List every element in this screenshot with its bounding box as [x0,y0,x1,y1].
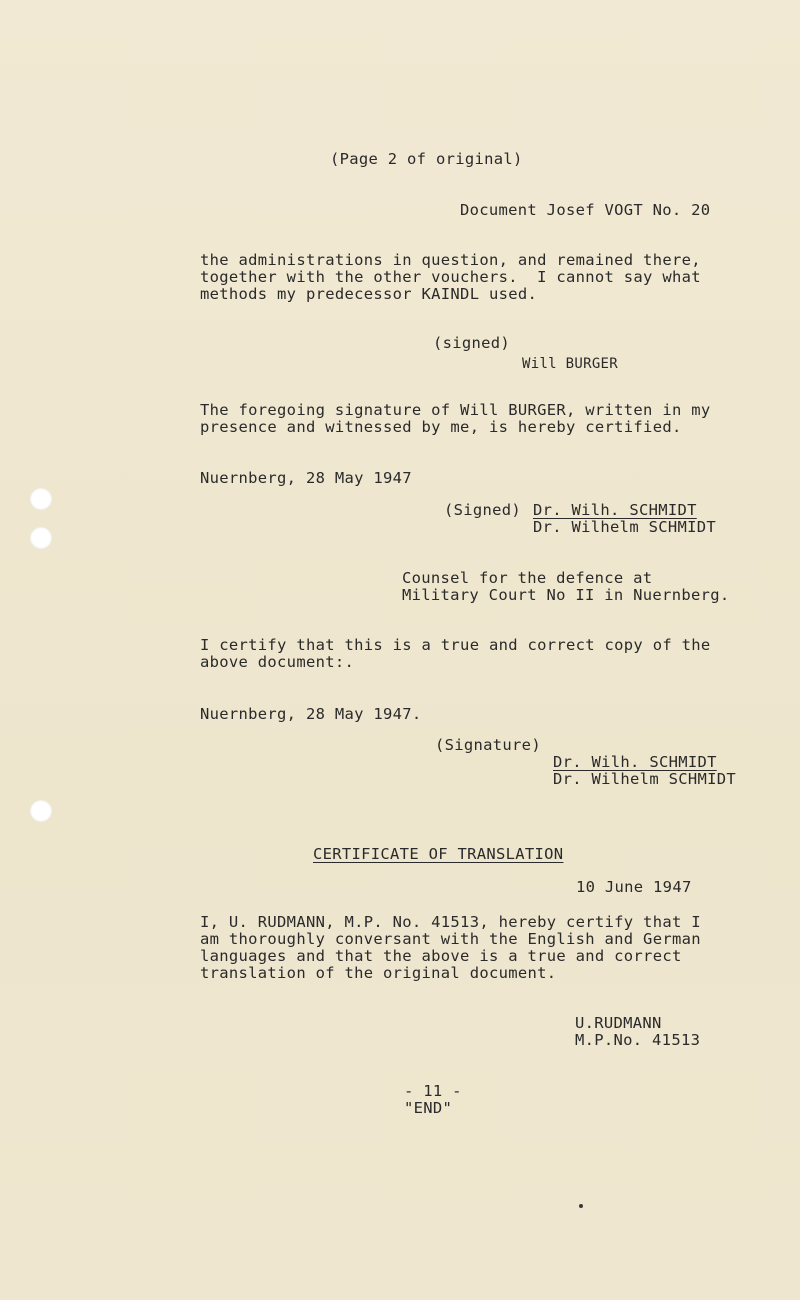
signatory-name: Dr. Wilh. SCHMIDT [553,753,717,771]
counsel-line: Military Court No II in Nuernberg. [402,586,730,604]
signatory-name: Dr. Wilh. SCHMIDT [533,501,697,519]
signature-label: (Signature) [435,736,541,754]
copy-certify-line: above document:. [200,653,355,671]
body-line: together with the other vouchers. I cannot say what [200,268,701,286]
punch-hole [30,800,52,822]
ink-speck [579,1204,583,1208]
translation-heading: CERTIFICATE OF TRANSLATION [313,845,564,863]
signatory-full-name: Dr. Wilhelm SCHMIDT [533,518,717,536]
page-number: - 11 - [404,1082,462,1100]
punch-hole [30,488,52,510]
translation-line: languages and that the above is a true and correct [200,947,682,965]
signed-name: Will BURGER [522,356,619,372]
signed-label: (signed) [433,334,511,352]
body-line: the administrations in question, and remained there, [200,251,701,269]
certification-line: presence and witnessed by me, is hereby certified. [200,418,682,436]
translation-line: am thoroughly conversant with the English and German [200,930,701,948]
signatory-full-name: Dr. Wilhelm SCHMIDT [553,770,737,788]
counsel-line: Counsel for the defence at [402,569,653,587]
translator-name: U.RUDMANN [575,1014,662,1032]
translator-number: M.P.No. 41513 [575,1031,701,1049]
translation-line: translation of the original document. [200,964,557,982]
place-date: Nuernberg, 28 May 1947 [200,469,412,487]
translation-line: I, U. RUDMANN, M.P. No. 41513, hereby certify that I [200,913,701,931]
document-reference: Document Josef VOGT No. 20 [460,201,711,219]
body-line: methods my predecessor KAINDL used. [200,285,538,303]
page-note: (Page 2 of original) [330,150,523,168]
signed-label: (Signed) [444,501,522,519]
certification-line: The foregoing signature of Will BURGER, written in my [200,401,711,419]
place-date: Nuernberg, 28 May 1947. [200,705,422,723]
copy-certify-line: I certify that this is a true and correct copy of the [200,636,711,654]
translation-date: 10 June 1947 [576,878,692,896]
end-mark: "END" [404,1099,453,1117]
punch-hole [30,527,52,549]
